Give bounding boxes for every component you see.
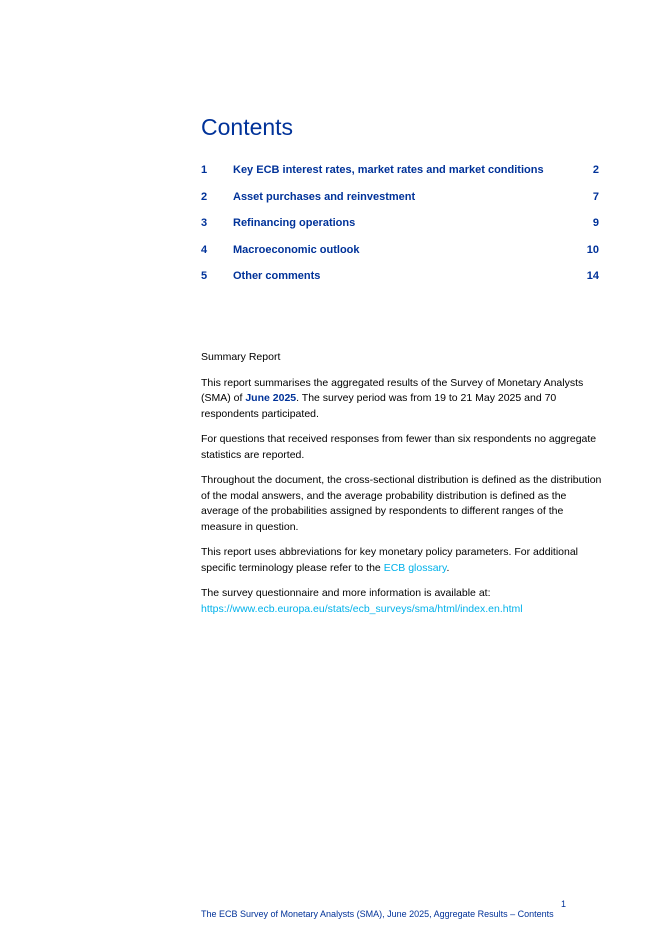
summary-paragraph-5 — [201, 586, 603, 617]
summary-paragraph-2: For questions that received responses from fewer than six respondents no aggregate statistics are reported. — [201, 433, 597, 461]
toc-number: 4 — [201, 243, 208, 256]
toc-entry-5[interactable] — [201, 270, 599, 297]
toc-page-number: 7 — [592, 190, 599, 203]
summary-heading: Summary Report — [201, 351, 281, 363]
p1-text-after: . The survey period was from 19 to 21 May 2025 and 70 respondents participated. — [201, 392, 557, 420]
page-title: Contents — [201, 114, 294, 140]
summary-paragraph-1 — [201, 376, 603, 423]
toc-page-number: 14 — [586, 270, 599, 283]
survey-url-link[interactable]: https://www.ecb.europa.eu/stats/ecb_surveys/sma/html/index.en.html — [201, 602, 523, 615]
toc-entry-2[interactable] — [201, 191, 599, 218]
toc-title: Refinancing operations — [233, 217, 356, 230]
p4-text-before: This report uses abbreviations for key monetary policy parameters. For additional specific terminology please refer to the — [201, 546, 579, 574]
toc-entry-1[interactable] — [201, 164, 599, 191]
summary-paragraph-4 — [201, 545, 603, 576]
toc-entry-4[interactable] — [201, 244, 599, 271]
summary-paragraph-3: Throughout the document, the cross-sectional distribution is defined as the distribution of the modal answers, and the average probability distribution is defined as the average of the probabilities assigned by respondents to different ranges of the measure in question. — [201, 474, 602, 533]
toc-number: 2 — [201, 190, 208, 203]
survey-date: June 2025 — [245, 392, 297, 404]
page-number: 1 — [561, 899, 567, 909]
toc-entry-3[interactable] — [201, 217, 599, 244]
p4-text-after: . — [446, 561, 450, 574]
summary-section — [201, 350, 603, 627]
toc-page-number: 9 — [592, 217, 599, 230]
toc-title: Macroeconomic outlook — [233, 243, 360, 256]
toc-number: 5 — [201, 270, 208, 283]
toc-page-number: 2 — [592, 164, 599, 176]
toc-title: Other comments — [233, 270, 321, 283]
ecb-glossary-link[interactable]: ECB glossary — [383, 561, 447, 574]
p5-text: The survey questionnaire and more information is available at: — [201, 587, 491, 599]
toc-title: Asset purchases and reinvestment — [233, 190, 416, 203]
toc-number: 1 — [201, 164, 208, 176]
page-footer: The ECB Survey of Monetary Analysts (SMA), June 2025, Aggregate Results – Contents — [201, 909, 554, 919]
toc-title: Key ECB interest rates, market rates and market conditions — [233, 164, 544, 176]
p1-text-before: This report summarises the aggregated results of the Survey of Monetary Analysts (SMA) of — [201, 376, 584, 404]
table-of-contents — [201, 164, 599, 297]
toc-page-number: 10 — [586, 243, 599, 256]
toc-number: 3 — [201, 217, 208, 230]
